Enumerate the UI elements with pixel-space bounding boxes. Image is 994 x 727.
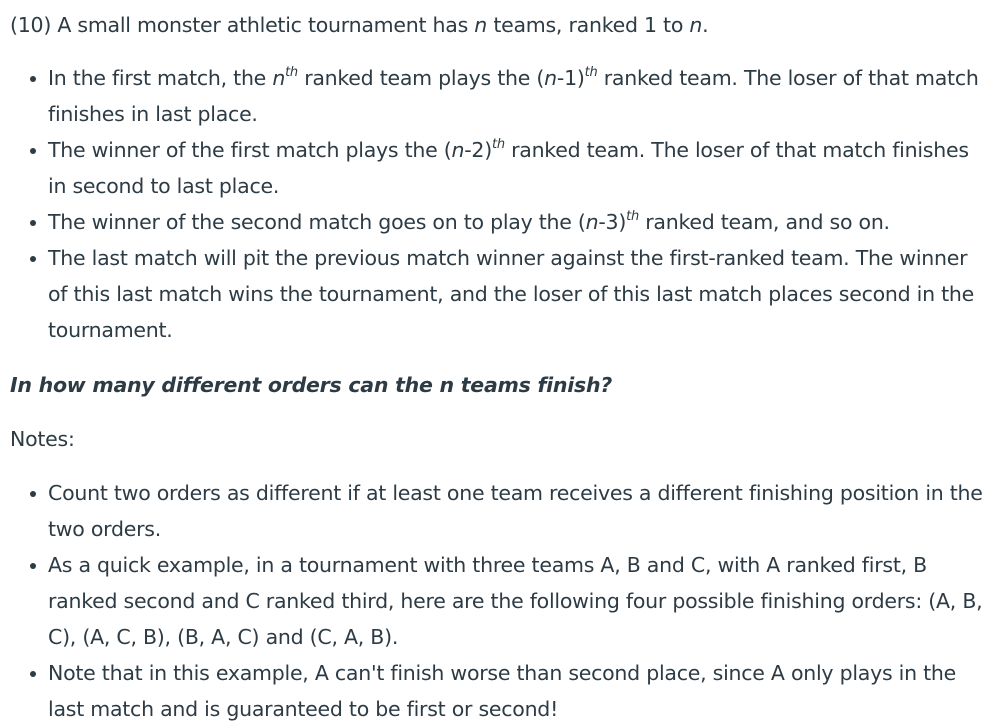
rule-text: -3) <box>598 210 627 234</box>
rule-text: -1) <box>556 66 585 90</box>
note-item-example: As a quick example, in a tournament with three teams A, B and C, with A ranked first, B ranked second and C ranked third, here are the following four possible finishing orders: (A, B, C), (A, C, B), (B, A, C) and (C, A, B). <box>10 547 988 655</box>
question-text: In how many different orders can the n teams finish? <box>10 373 612 397</box>
ordinal-superscript: th <box>584 65 598 80</box>
ordinal-superscript: th <box>491 137 505 152</box>
rule-text: The winner of the first match plays the ( <box>48 138 452 162</box>
rule-item-second-match <box>10 132 988 204</box>
rule-text: ranked team. The loser of that match finishes in second to last place. <box>48 138 969 198</box>
variable-n: n <box>689 13 703 37</box>
ordinal-superscript: th <box>285 65 298 80</box>
rule-text: ranked team plays the ( <box>297 66 545 90</box>
intro-text: teams, ranked 1 to <box>487 13 690 37</box>
rule-text: The winner of the second match goes on to play the ( <box>48 210 586 234</box>
note-item-different-orders: Count two orders as different if at least one team receives a different finishing position in the two orders. <box>10 475 988 547</box>
notes-list <box>10 475 988 727</box>
rule-text: In the first match, the <box>48 66 273 90</box>
intro-text: . <box>702 13 709 37</box>
problem-intro <box>10 10 708 40</box>
variable-n: n <box>544 66 557 90</box>
rule-item-third-match <box>10 204 988 240</box>
variable-n: n <box>451 138 465 162</box>
tournament-rules-list <box>10 60 988 348</box>
notes-label: Notes: <box>10 427 75 451</box>
rule-text: ranked team. The loser of that match finishes in last place. <box>48 66 979 126</box>
rule-item-first-match <box>10 60 988 132</box>
rule-text: -2) <box>464 138 492 162</box>
variable-n: n <box>585 210 599 234</box>
rule-item-last-match: The last match will pit the previous match winner against the first-ranked team. The winner of this last match wins the tournament, and the loser of this last match places second in the tournament. <box>10 240 988 348</box>
intro-text: (10) A small monster athletic tournament has <box>10 13 475 37</box>
variable-n: n <box>272 66 286 90</box>
note-item-explanation: Note that in this example, A can't finish worse than second place, since A only plays in the last match and is guaranteed to be first or second! <box>10 655 988 727</box>
rule-text: ranked team, and so on. <box>638 210 890 234</box>
ordinal-superscript: th <box>626 209 639 224</box>
variable-n: n <box>474 13 488 37</box>
